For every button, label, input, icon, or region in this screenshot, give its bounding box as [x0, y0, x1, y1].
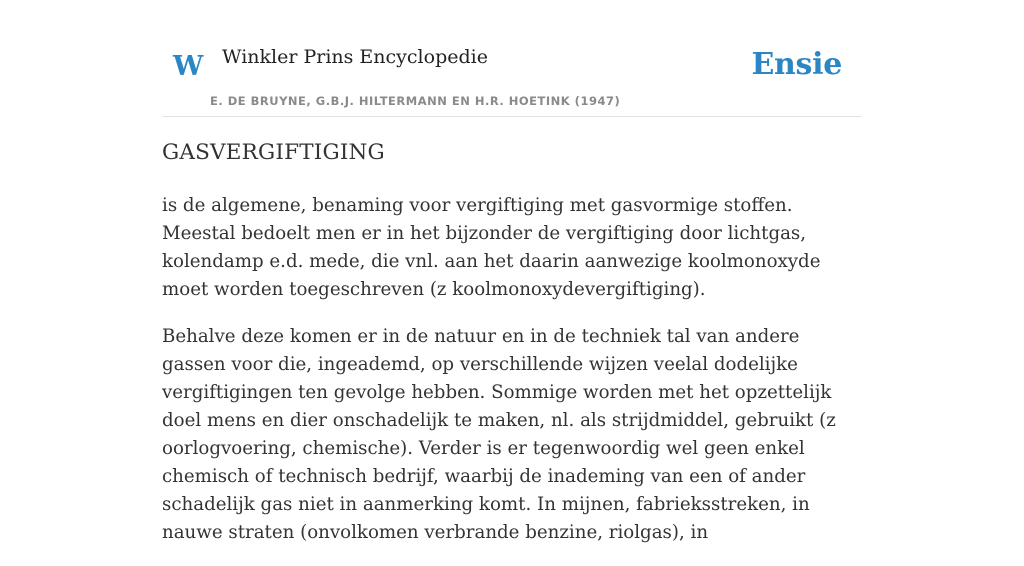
authors-line: E. DE BRUYNE, G.B.J. HILTERMANN EN H.R. HOETINK (1947) — [210, 94, 621, 108]
header — [162, 0, 862, 117]
paragraph: Behalve deze komen er in de natuur en in de techniek tal van andere gassen voor die, ingeademd, op verschillende wijzen veelal dodelijke vergiftigingen ten gevolge hebben. Sommige worden met het opzettelijk doel mens en dier onschadelijk te maken, nl. als strijdmiddel, gebruikt (z oorlogvoering, chemische). Verder is er tegenwoordig wel geen enkel chemisch of technisch bedrijf, waarbij de inademing van een of ander schadelijk gas niet in aanmerking komt. In mijnen, fabrieksstreken, in nauwe straten (onvolkomen verbrande benzine, riolgas), in — [162, 326, 836, 543]
entry-title: GASVERGIFTIGING — [162, 140, 385, 165]
publication-logo[interactable]: W — [173, 51, 204, 82]
publication-title[interactable]: Winkler Prins Encyclopedie — [222, 46, 488, 68]
article-body — [162, 192, 868, 566]
paragraph: is de algemene, benaming voor vergiftiging met gasvormige stoffen. Meestal bedoelt men er in het bijzonder de vergiftiging door lichtgas, kolendamp e.d. mede, die vnl. aan het daarin aanwezige koolmonoxyde moet worden toegeschreven (z koolmonoxydevergiftiging). — [162, 195, 821, 300]
site-logo[interactable]: Ensie — [751, 47, 842, 82]
